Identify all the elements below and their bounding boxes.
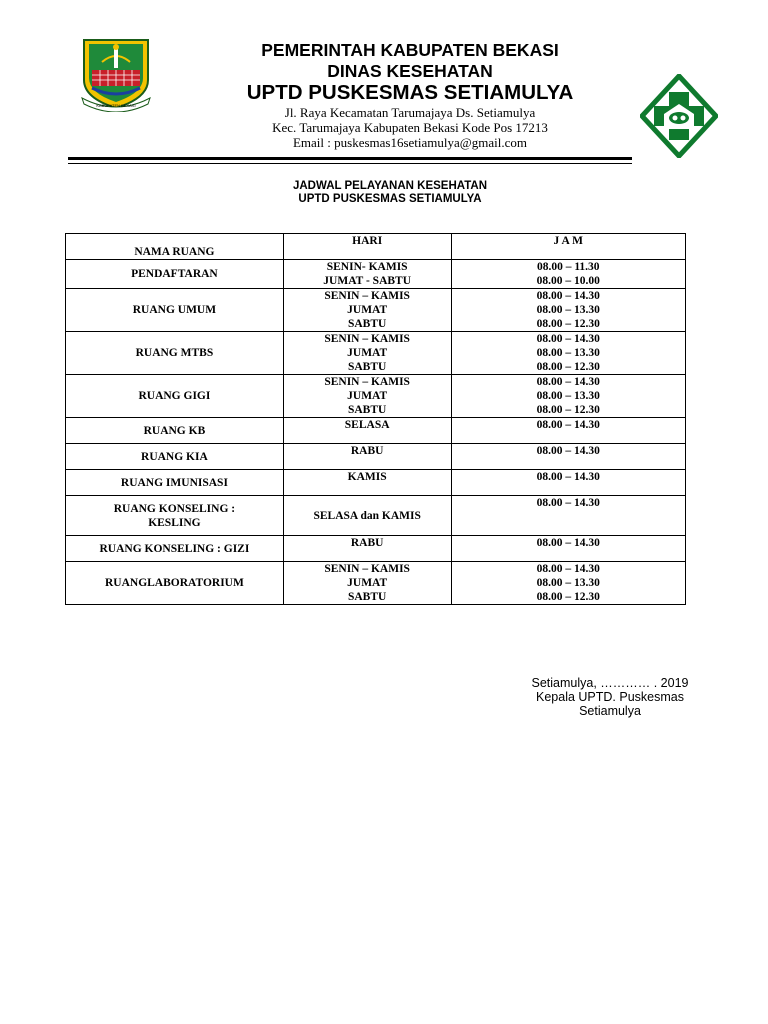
hour-cell (451, 444, 686, 470)
room-name-cell (66, 418, 284, 444)
room-name-cell (66, 375, 284, 418)
header-hour: J A M (451, 234, 686, 260)
table-row (66, 496, 686, 536)
document-title (190, 180, 590, 206)
day-cell (283, 444, 451, 470)
service-day: JUMAT (347, 390, 388, 402)
room-name: RUANG KONSELING : (113, 502, 236, 515)
schedule-table (65, 233, 686, 605)
service-day: JUMAT (347, 304, 388, 316)
room-name: RUANG GIGI (138, 390, 211, 402)
room-name-cell (66, 470, 284, 496)
header-day: HARI (283, 234, 451, 260)
hour-cell (451, 375, 686, 418)
hour-cell (451, 418, 686, 444)
room-name-cell (66, 536, 284, 562)
service-hours: 08.00 – 14.30 (536, 537, 600, 549)
address-line-1: Jl. Raya Kecamatan Tarumajaya Ds. Setiamulya (284, 105, 536, 120)
office-name: DINAS KESEHATAN (327, 61, 493, 81)
service-hours: 08.00 – 14.30 (536, 376, 600, 388)
hour-cell (451, 470, 686, 496)
service-hours: 08.00 – 12.30 (536, 591, 600, 603)
hour-cell (451, 332, 686, 375)
letterhead (160, 40, 660, 150)
service-day: SELASA (344, 419, 390, 431)
service-day: RABU (350, 445, 384, 457)
service-hours: 08.00 – 11.30 (536, 261, 600, 273)
room-name: RUANG KB (143, 424, 206, 437)
service-hours: 08.00 – 13.30 (536, 347, 600, 359)
service-hours: 08.00 – 14.30 (536, 419, 600, 431)
hour-cell (451, 536, 686, 562)
service-hours: 08.00 – 13.30 (536, 304, 600, 316)
room-name-cell (66, 260, 284, 289)
table-header-row (66, 234, 686, 260)
table-row (66, 444, 686, 470)
day-cell (283, 375, 451, 418)
header-divider-thin (68, 163, 632, 164)
address-line-2: Kec. Tarumajaya Kabupaten Bekasi Kode Pos 17213 (272, 120, 548, 135)
room-name: RUANG IMUNISASI (120, 476, 228, 489)
signature-place-date: Setiamulya, ………… . 2019 (531, 676, 689, 690)
service-hours: 08.00 – 12.30 (536, 361, 600, 373)
day-cell (283, 332, 451, 375)
service-day: SENIN- KAMIS (326, 261, 408, 273)
table-row (66, 418, 686, 444)
day-cell (283, 562, 451, 605)
service-hours: 08.00 – 14.30 (536, 471, 600, 483)
bekasi-regency-emblem-icon (78, 36, 154, 112)
header-divider-thick (68, 157, 632, 160)
service-hours: 08.00 – 14.30 (536, 563, 600, 575)
hour-cell (451, 562, 686, 605)
day-cell (283, 418, 451, 444)
room-name-cell (66, 444, 284, 470)
table-row (66, 562, 686, 605)
government-name: PEMERINTAH KABUPATEN BEKASI (261, 40, 559, 60)
service-day: JUMAT (347, 347, 388, 359)
service-day: SABTU (347, 591, 387, 603)
room-name: RUANG MTBS (135, 347, 214, 359)
service-day: SABTU (347, 361, 387, 373)
service-hours: 08.00 – 12.30 (536, 404, 600, 416)
title-line-2: UPTD PUSKESMAS SETIAMULYA (298, 193, 482, 205)
signature-position-2: Setiamulya (579, 704, 641, 718)
signature-block (510, 676, 710, 718)
service-hours: 08.00 – 14.30 (536, 333, 600, 345)
day-cell (283, 496, 451, 536)
service-day: SABTU (347, 318, 387, 330)
service-hours: 08.00 – 13.30 (536, 390, 600, 402)
email-line: Email : puskesmas16setiamulya@gmail.com (292, 135, 527, 150)
service-day: RABU (350, 537, 384, 549)
room-name-cell (66, 289, 284, 332)
room-name-cell (66, 332, 284, 375)
table-row (66, 332, 686, 375)
service-hours: 08.00 – 14.30 (536, 445, 600, 457)
svg-text:KABUPATEN BEKASI: KABUPATEN BEKASI (96, 103, 136, 108)
table-row (66, 536, 686, 562)
table-row (66, 260, 686, 289)
day-cell (283, 289, 451, 332)
service-hours: 08.00 – 12.30 (536, 318, 600, 330)
service-day: JUMAT - SABTU (323, 275, 412, 287)
service-day: SENIN – KAMIS (324, 290, 410, 302)
service-day: KAMIS (347, 471, 387, 483)
room-name-cell (66, 562, 284, 605)
table-row (66, 470, 686, 496)
day-cell (283, 536, 451, 562)
header-room: NAMA RUANG (66, 234, 284, 260)
title-line-1: JADWAL PELAYANAN KESEHATAN (292, 180, 488, 192)
service-day: SABTU (347, 404, 387, 416)
day-cell (283, 470, 451, 496)
service-hours: 08.00 – 10.00 (536, 275, 600, 287)
room-name: PENDAFTARAN (131, 268, 218, 280)
hour-cell (451, 496, 686, 536)
institution-name: UPTD PUSKESMAS SETIAMULYA (246, 81, 574, 104)
service-day: SENIN – KAMIS (324, 333, 410, 345)
room-name: RUANG KIA (141, 450, 208, 463)
room-name-cell (66, 496, 284, 536)
service-day: SELASA dan KAMIS (313, 509, 421, 522)
room-name: RUANGLABORATORIUM (104, 577, 244, 589)
hour-cell (451, 260, 686, 289)
table-row (66, 289, 686, 332)
day-cell (283, 260, 451, 289)
room-name: RUANG UMUM (132, 304, 217, 316)
service-day: SENIN – KAMIS (324, 376, 410, 388)
service-hours: 08.00 – 14.30 (536, 290, 600, 302)
service-hours: 08.00 – 14.30 (536, 497, 600, 509)
hour-cell (451, 289, 686, 332)
room-name: KESLING (148, 516, 201, 529)
room-name: RUANG KONSELING : GIZI (99, 542, 250, 555)
table-row (66, 375, 686, 418)
signature-position: Kepala UPTD. Puskesmas (536, 690, 684, 704)
service-day: SENIN – KAMIS (324, 563, 410, 575)
service-day: JUMAT (347, 577, 388, 589)
service-hours: 08.00 – 13.30 (536, 577, 600, 589)
